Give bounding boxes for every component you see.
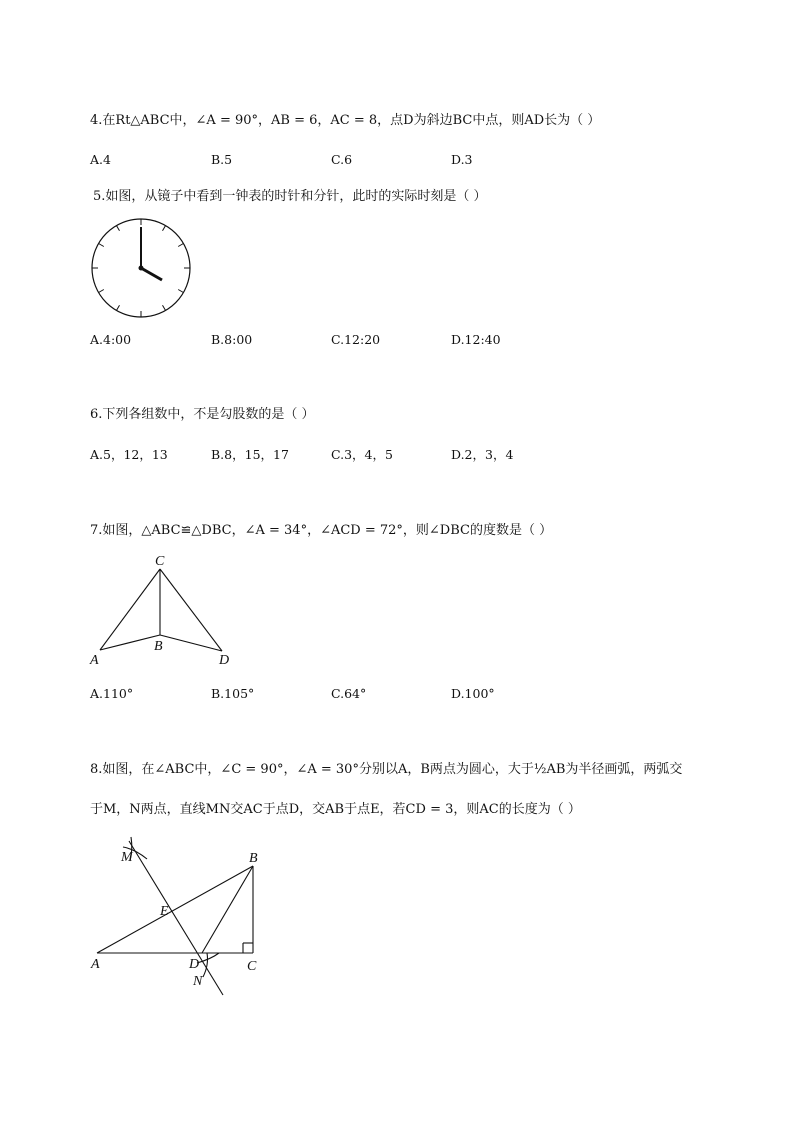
question-7-option-b[interactable]: B.105° xyxy=(211,686,255,701)
label-e: E xyxy=(160,904,169,919)
question-5-stem: 5.如图，从镜子中看到一钟表的时针和分针，此时的实际时刻是（ ） xyxy=(93,189,487,204)
question-5-option-b[interactable]: B.8:00 xyxy=(211,332,253,347)
line-mn xyxy=(129,841,223,995)
question-8-stem-line-2: 于M，N两点，直线MN交AC于点D，交AB于点E，若CD = 3，则AC的长度为（ ） xyxy=(90,802,581,817)
question-4-option-c[interactable]: C.6 xyxy=(331,152,353,167)
label-a: A xyxy=(90,653,99,668)
question-5-option-a[interactable]: A.4:00 xyxy=(90,332,132,347)
question-8-stem-line-1: 8.如图，在∠ABC中，∠C = 90°，∠A = 30°分别以A，B两点为圆心，大于½AB为半径画弧，两弧交 xyxy=(90,762,683,777)
question-6-option-a[interactable]: A.5，12，13 xyxy=(90,447,168,462)
question-4-option-d[interactable]: D.3 xyxy=(451,152,473,167)
question-6-option-c[interactable]: C.3，4，5 xyxy=(331,447,393,462)
question-5-option-d[interactable]: D.12:40 xyxy=(451,332,501,347)
question-4-option-b[interactable]: B.5 xyxy=(211,152,233,167)
label-d: D xyxy=(219,653,230,668)
question-7-option-d[interactable]: D.100° xyxy=(451,686,495,701)
question-7-stem: 7.如图，△ABC≌△DBC，∠A = 34°，∠ACD = 72°，则∠DBC的度数是（ ） xyxy=(90,523,553,538)
segment-ca xyxy=(100,569,160,650)
label-a: A xyxy=(91,957,100,972)
question-7-option-a[interactable]: A.110° xyxy=(90,686,134,701)
label-d: D xyxy=(189,957,200,972)
label-c: C xyxy=(247,959,257,974)
segment-cd xyxy=(160,569,222,651)
question-6-option-b[interactable]: B.8，15，17 xyxy=(211,447,289,462)
construction-figure-q8 xyxy=(85,835,270,1000)
question-4-option-a[interactable]: A.4 xyxy=(90,152,111,167)
segment-bd xyxy=(202,866,253,953)
hour-hand xyxy=(141,268,162,280)
triangle-figure-q7 xyxy=(85,548,245,673)
clock-center xyxy=(139,266,144,271)
question-6-option-d[interactable]: D.2，3，4 xyxy=(451,447,514,462)
label-n: N xyxy=(193,974,203,989)
segment-ab xyxy=(97,866,253,953)
question-4-stem: 4.在Rt△ABC中，∠A = 90°，AB = 6，AC = 8，点D为斜边BC中点，则AD长为（ ） xyxy=(90,113,601,128)
label-m: M xyxy=(121,850,133,865)
mirror-clock-figure xyxy=(88,216,194,322)
segment-bd xyxy=(160,635,222,651)
question-6-stem: 6.下列各组数中，不是勾股数的是（ ） xyxy=(90,407,315,422)
label-c: C xyxy=(155,554,165,569)
label-b: B xyxy=(154,639,163,654)
question-7-option-c[interactable]: C.64° xyxy=(331,686,367,701)
label-b: B xyxy=(249,851,258,866)
question-5-option-c[interactable]: C.12:20 xyxy=(331,332,381,347)
